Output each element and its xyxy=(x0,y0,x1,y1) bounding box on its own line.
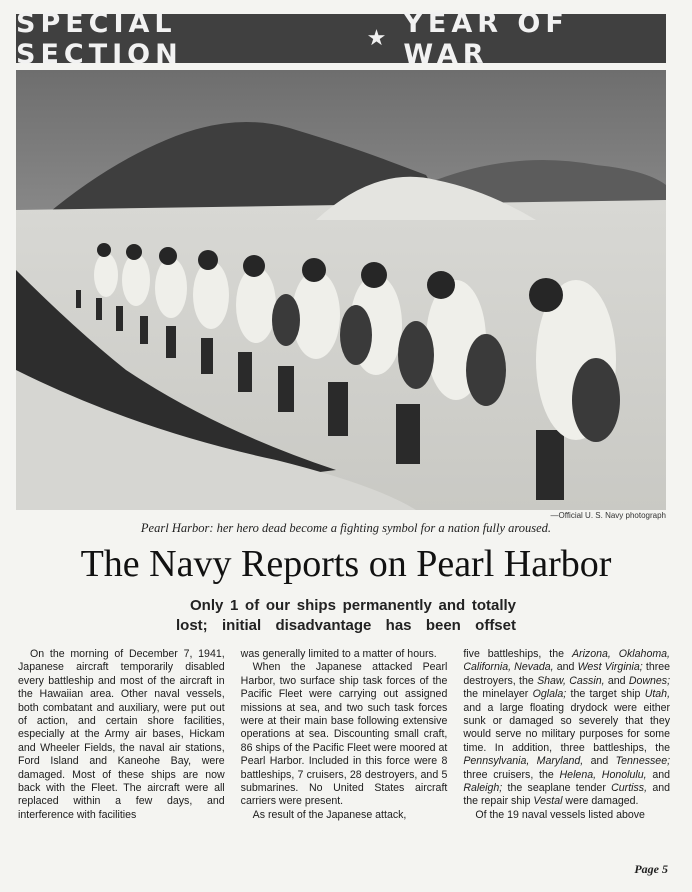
ship-names: Helena, Honolulu, xyxy=(559,768,647,781)
column-3 xyxy=(463,648,670,822)
text-run: the minelayer xyxy=(463,688,533,701)
ship-names: Pennsylvania, Maryland, xyxy=(463,755,584,768)
paragraph: On the morning of December 7, 1941, Japanese aircraft temporarily disabled every battleship and most of the aircraft in the Hawaiian area. Other naval vessels, both combatant and auxiliary, were put out of action, and certain shore facilities, especially at the Army air bases, Hickam and Wheeler Fields, the naval air stations, Ford Island and Kaneohe Bay, were damaged. Most of these ships are now back with the Fleet. The aircraft were all replaced within a few days, and interference with facilities xyxy=(18,648,225,821)
section-banner xyxy=(16,7,666,70)
subhead-line-2: lost; initial disadvantage has been offset xyxy=(176,617,516,634)
page-number: Page 5 xyxy=(634,862,668,876)
text-run: and xyxy=(646,768,671,781)
article-subhead xyxy=(176,596,516,636)
ship-names: Tennessee; xyxy=(615,755,671,768)
article-body xyxy=(18,648,670,822)
text-run: were damaged. xyxy=(562,795,639,808)
banner-right-text: YEAR OF WAR xyxy=(403,7,569,70)
photo-caption: Pearl Harbor: her hero dead become a fighting symbol for a nation fully aroused. xyxy=(140,521,552,535)
ship-names: Shaw, Cassin, xyxy=(537,674,605,687)
ship-names: Raleigh; xyxy=(463,782,503,795)
ship-names: Curtiss, xyxy=(611,782,648,795)
photo-illustration xyxy=(16,70,666,510)
banner-left-text: SPECIAL SECTION xyxy=(16,7,183,70)
text-run: three cruisers, the xyxy=(463,768,560,781)
paragraph: Of the 19 naval vessels listed above xyxy=(475,808,645,821)
text-run: and xyxy=(553,661,578,674)
ship-names: Arizona, Oklahoma, California, Nevada, xyxy=(463,648,670,674)
text-run: the seaplane tender xyxy=(502,782,612,795)
pearl-harbor-photo xyxy=(16,70,666,510)
ship-names: Utah, xyxy=(644,688,671,701)
text-run: five battleships, the xyxy=(463,648,572,660)
paragraph xyxy=(463,648,670,809)
text-run: and the repair ship xyxy=(463,782,671,808)
ship-names: West Virginia; xyxy=(577,661,643,674)
subhead-line-1: Only 1 of our ships permanently and totally xyxy=(190,597,516,614)
text-run: and xyxy=(583,755,616,768)
text-run: three destroyers, the xyxy=(463,661,671,687)
ship-names: Oglala; xyxy=(532,688,567,701)
column-1 xyxy=(18,648,225,822)
text-run: the target ship xyxy=(566,688,645,701)
article-headline: The Navy Reports on Pearl Harbor xyxy=(80,543,612,585)
ship-names: Downes; xyxy=(628,674,671,687)
text-run: and a large floating drydock were either sunk or damaged so severely that they would serve no military purposes for some time. In addition, three battleships, the xyxy=(463,701,671,754)
column-2 xyxy=(241,648,448,822)
paragraph: was generally limited to a matter of hours. xyxy=(240,648,437,660)
paragraph: As result of the Japanese attack, xyxy=(252,808,407,821)
ship-names: Vestal xyxy=(533,795,563,808)
star-icon: ★ xyxy=(366,26,392,51)
photo-credit: —Official U. S. Navy photograph xyxy=(550,511,666,520)
text-run: and xyxy=(604,674,629,687)
paragraph: When the Japanese attacked Pearl Harbor, two surface ship task forces of the Pacific Fleet were carrying out assigned missions at sea, and two such task forces were at their main base following extensive operations at sea. Discounting small craft, 86 ships of the Pacific Fleet were moored at Pearl Harbor. Included in this force were 8 battleships, 7 cruisers, 28 destroyers, and 5 submarines. No United States aircraft carriers were present. xyxy=(240,661,448,808)
